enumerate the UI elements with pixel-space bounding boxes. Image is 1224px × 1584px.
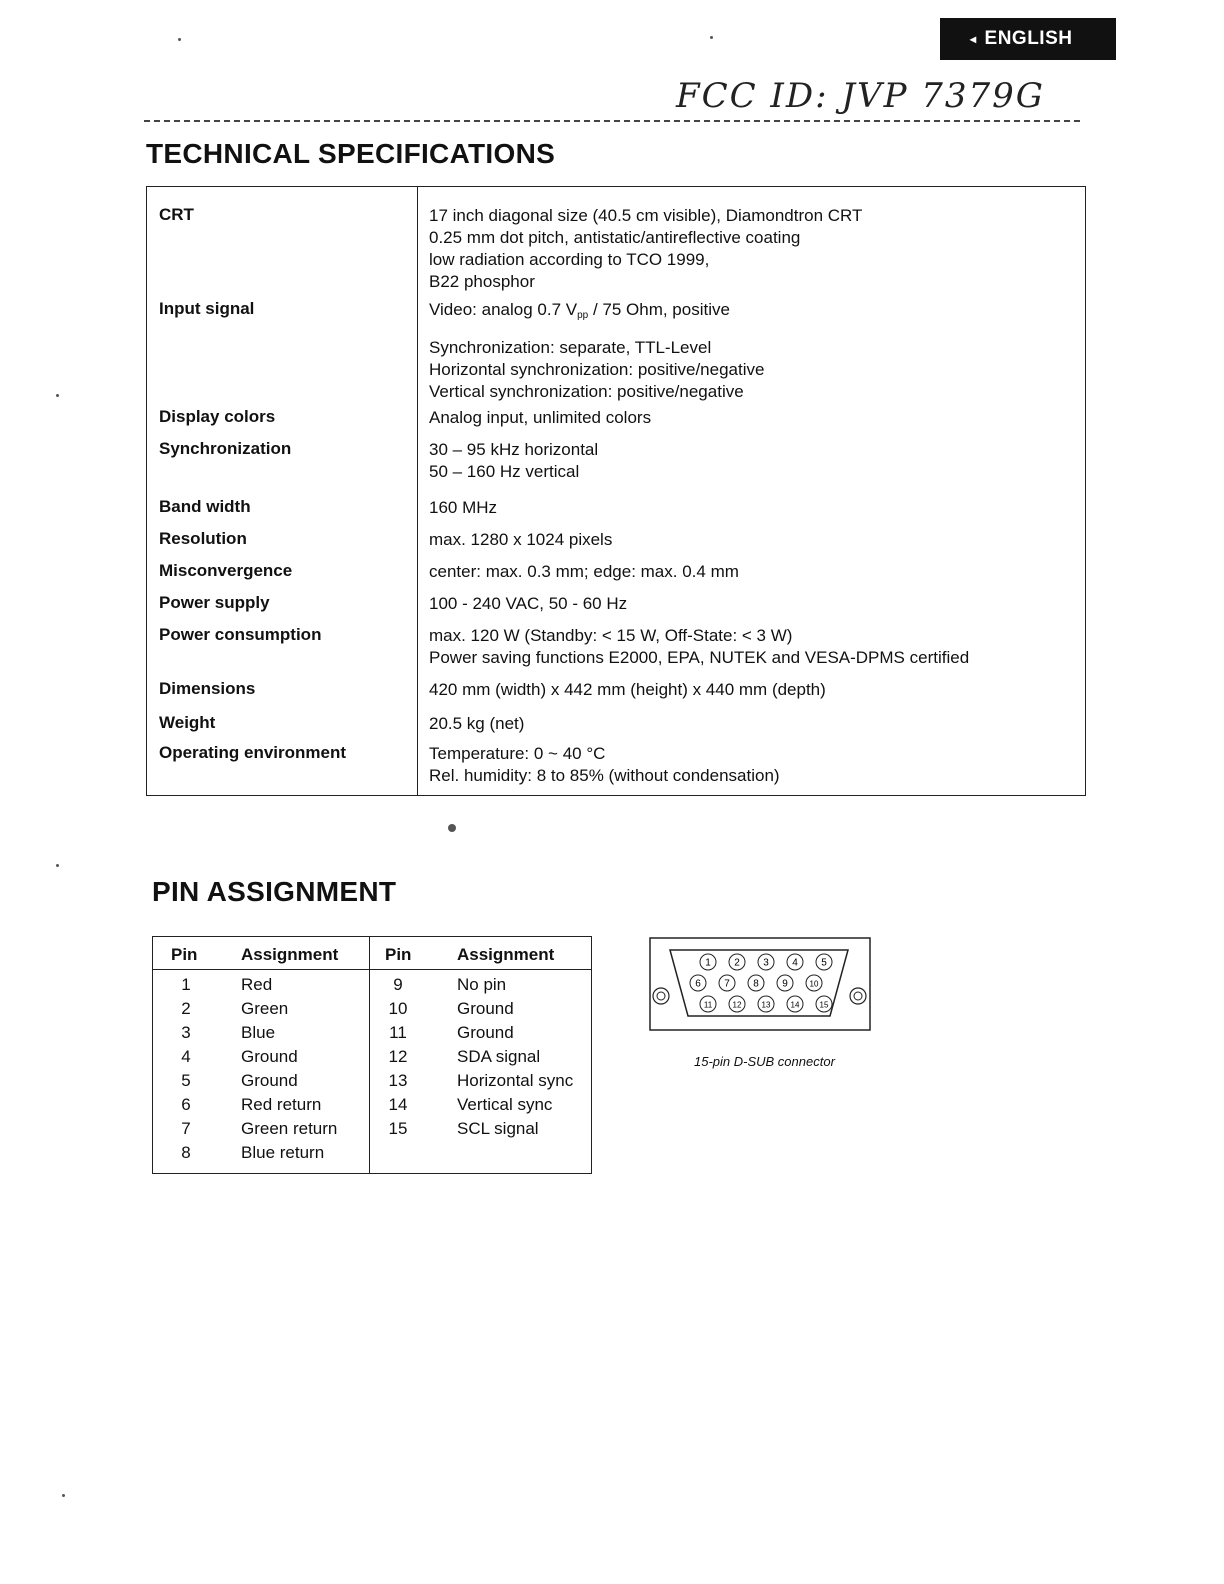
pin-number: 2 <box>181 999 191 1018</box>
spec-label: Synchronization <box>159 439 292 458</box>
pin-number: 6 <box>181 1095 191 1114</box>
spec-value-line: Synchronization: separate, TTL-Level <box>429 338 712 357</box>
spec-value <box>429 593 627 615</box>
spec-value <box>429 529 612 551</box>
spec-label: Operating environment <box>159 743 347 762</box>
pin-table-column-divider <box>369 937 370 1173</box>
spec-value-line: 100 - 240 VAC, 50 - 60 Hz <box>429 594 628 613</box>
header-rule <box>144 120 1080 122</box>
spec-value <box>429 205 862 293</box>
dsub-connector-diagram <box>648 936 872 1032</box>
pin-assignment: Ground <box>457 999 514 1018</box>
scan-speck <box>710 36 713 39</box>
pin-assignment: SDA signal <box>457 1047 541 1066</box>
technical-specifications-title: TECHNICAL SPECIFICATIONS <box>146 138 556 169</box>
pin-assignment-table <box>152 936 592 1174</box>
pin-assignment: Red <box>241 975 273 994</box>
mounting-hole-left-inner <box>657 992 665 1000</box>
header-assignment-right: Assignment <box>457 945 555 964</box>
spec-value <box>429 407 651 429</box>
spec-value <box>429 497 497 519</box>
connector-pin-number: 11 <box>703 1000 713 1010</box>
chevron-left-icon: ◂ <box>970 32 977 46</box>
pin-number: 11 <box>389 1023 407 1042</box>
pin-number: 5 <box>181 1071 191 1090</box>
pin-assignment: Green return <box>241 1119 338 1138</box>
fcc-id-handwritten: FCC ID: JVP 7379G <box>676 76 1045 116</box>
connector-pin-number: 4 <box>792 957 798 969</box>
mounting-hole-left <box>653 988 669 1004</box>
pin-number: 12 <box>388 1047 408 1066</box>
spec-label: Band width <box>159 497 251 516</box>
specifications-table <box>146 186 1086 796</box>
spec-value <box>429 625 969 669</box>
language-label: ENGLISH <box>984 28 1073 49</box>
spec-value-line: max. 1280 x 1024 pixels <box>429 530 613 549</box>
spec-label: Misconvergence <box>159 561 293 580</box>
connector-pin-number: 14 <box>790 1000 800 1010</box>
spec-value <box>429 439 598 483</box>
mounting-hole-right-inner <box>854 992 862 1000</box>
header-pin-right: Pin <box>385 945 412 964</box>
connector-pin-number: 3 <box>763 957 769 969</box>
connector-pin-number: 12 <box>732 1000 742 1010</box>
connector-pin-number: 8 <box>753 978 759 990</box>
header-pin-left: Pin <box>171 945 198 964</box>
connector-pin-number: 7 <box>724 978 730 990</box>
pin-number: 15 <box>388 1119 408 1138</box>
spec-label: Weight <box>159 713 216 732</box>
pin-assignment: Ground <box>241 1071 298 1090</box>
connector-pin-number: 10 <box>809 979 819 989</box>
spec-value-line: 420 mm (width) x 442 mm (height) x 440 mm (depth) <box>429 680 826 699</box>
video-prefix: Video: analog 0.7 V <box>429 300 578 319</box>
spec-value-line: Power saving functions E2000, EPA, NUTEK and VESA-DPMS certified <box>429 648 970 667</box>
pin-number: 8 <box>181 1143 191 1162</box>
spec-value <box>429 679 826 701</box>
spec-value-line: Rel. humidity: 8 to 85% (without condensation) <box>429 766 780 785</box>
connector-pin-number: 6 <box>695 978 701 990</box>
scan-speck <box>56 864 59 867</box>
spec-value <box>429 299 764 403</box>
video-subscript: pp <box>577 310 589 321</box>
pin-assignment: Ground <box>241 1047 298 1066</box>
pin-assignment: SCL signal <box>457 1119 539 1138</box>
pin-number: 13 <box>388 1071 408 1090</box>
connector-caption: 15-pin D-SUB connector <box>694 1054 835 1069</box>
spec-value-line: center: max. 0.3 mm; edge: max. 0.4 mm <box>429 562 739 581</box>
connector-pin-number: 13 <box>761 1000 771 1010</box>
video-suffix: / 75 Ohm, positive <box>588 300 730 319</box>
spec-value-line: Vertical synchronization: positive/negative <box>429 382 744 401</box>
connector-pin-number: 5 <box>821 957 827 969</box>
pin-assignment: Red return <box>241 1095 322 1114</box>
spec-label: Resolution <box>159 529 247 548</box>
connector-pin-number: 2 <box>734 957 740 969</box>
connector-pin-number: 9 <box>782 978 788 990</box>
pin-assignment: Green <box>241 999 289 1018</box>
language-tab <box>940 18 1116 60</box>
pin-number: 3 <box>181 1023 191 1042</box>
spec-label: Display colors <box>159 407 276 426</box>
pin-assignment: Blue <box>241 1023 276 1042</box>
spec-label: Input signal <box>159 299 255 318</box>
spec-value-line: 30 – 95 kHz horizontal <box>429 440 599 459</box>
column-divider <box>417 187 418 795</box>
pin-assignment: Blue return <box>241 1143 325 1162</box>
spec-value-line: 20.5 kg (net) <box>429 714 525 733</box>
pin-number: 7 <box>181 1119 191 1138</box>
pin-assignment: Horizontal sync <box>457 1071 574 1090</box>
pin-number: 1 <box>181 975 191 994</box>
spec-value-line: 160 MHz <box>429 498 498 517</box>
spec-value-line: 0.25 mm dot pitch, antistatic/antireflective coating <box>429 228 801 247</box>
spec-label: Power supply <box>159 593 270 612</box>
spec-label: Power consumption <box>159 625 322 644</box>
spec-value-line: Horizontal synchronization: positive/negative <box>429 360 765 379</box>
spec-value-line: Analog input, unlimited colors <box>429 408 652 427</box>
header-assignment-left: Assignment <box>241 945 339 964</box>
pin-table-header-rule <box>153 969 591 970</box>
spec-value <box>429 561 739 583</box>
scan-speck <box>62 1494 65 1497</box>
spec-value-line: 50 – 160 Hz vertical <box>429 462 580 481</box>
pin-number: 14 <box>388 1095 408 1114</box>
pin-number: 4 <box>181 1047 191 1066</box>
mounting-hole-right <box>850 988 866 1004</box>
pin-assignment: No pin <box>457 975 507 994</box>
spec-value <box>429 713 524 735</box>
spec-value-line: max. 120 W (Standby: < 15 W, Off-State: < 3 W) <box>429 626 793 645</box>
pin-number: 10 <box>388 999 408 1018</box>
spec-value-video-line <box>429 299 764 327</box>
connector-pin-number: 1 <box>705 957 711 969</box>
spec-value-line: 17 inch diagonal size (40.5 cm visible), Diamondtron CRT <box>429 206 863 225</box>
scan-speck <box>448 824 456 832</box>
spec-value <box>429 743 780 787</box>
scan-speck <box>56 394 59 397</box>
connector-pin-number: 15 <box>819 1000 829 1010</box>
spec-label: Dimensions <box>159 679 256 698</box>
pin-assignment-title: PIN ASSIGNMENT <box>152 876 397 907</box>
spec-value-line: low radiation according to TCO 1999, <box>429 250 710 269</box>
spec-value-line: B22 phosphor <box>429 272 535 291</box>
spec-label: CRT <box>159 205 194 224</box>
pin-assignment: Vertical sync <box>457 1095 553 1114</box>
scan-speck <box>178 38 181 41</box>
pin-assignment: Ground <box>457 1023 514 1042</box>
spec-value-line: Temperature: 0 ~ 40 °C <box>429 744 606 763</box>
pin-number: 9 <box>393 975 403 994</box>
